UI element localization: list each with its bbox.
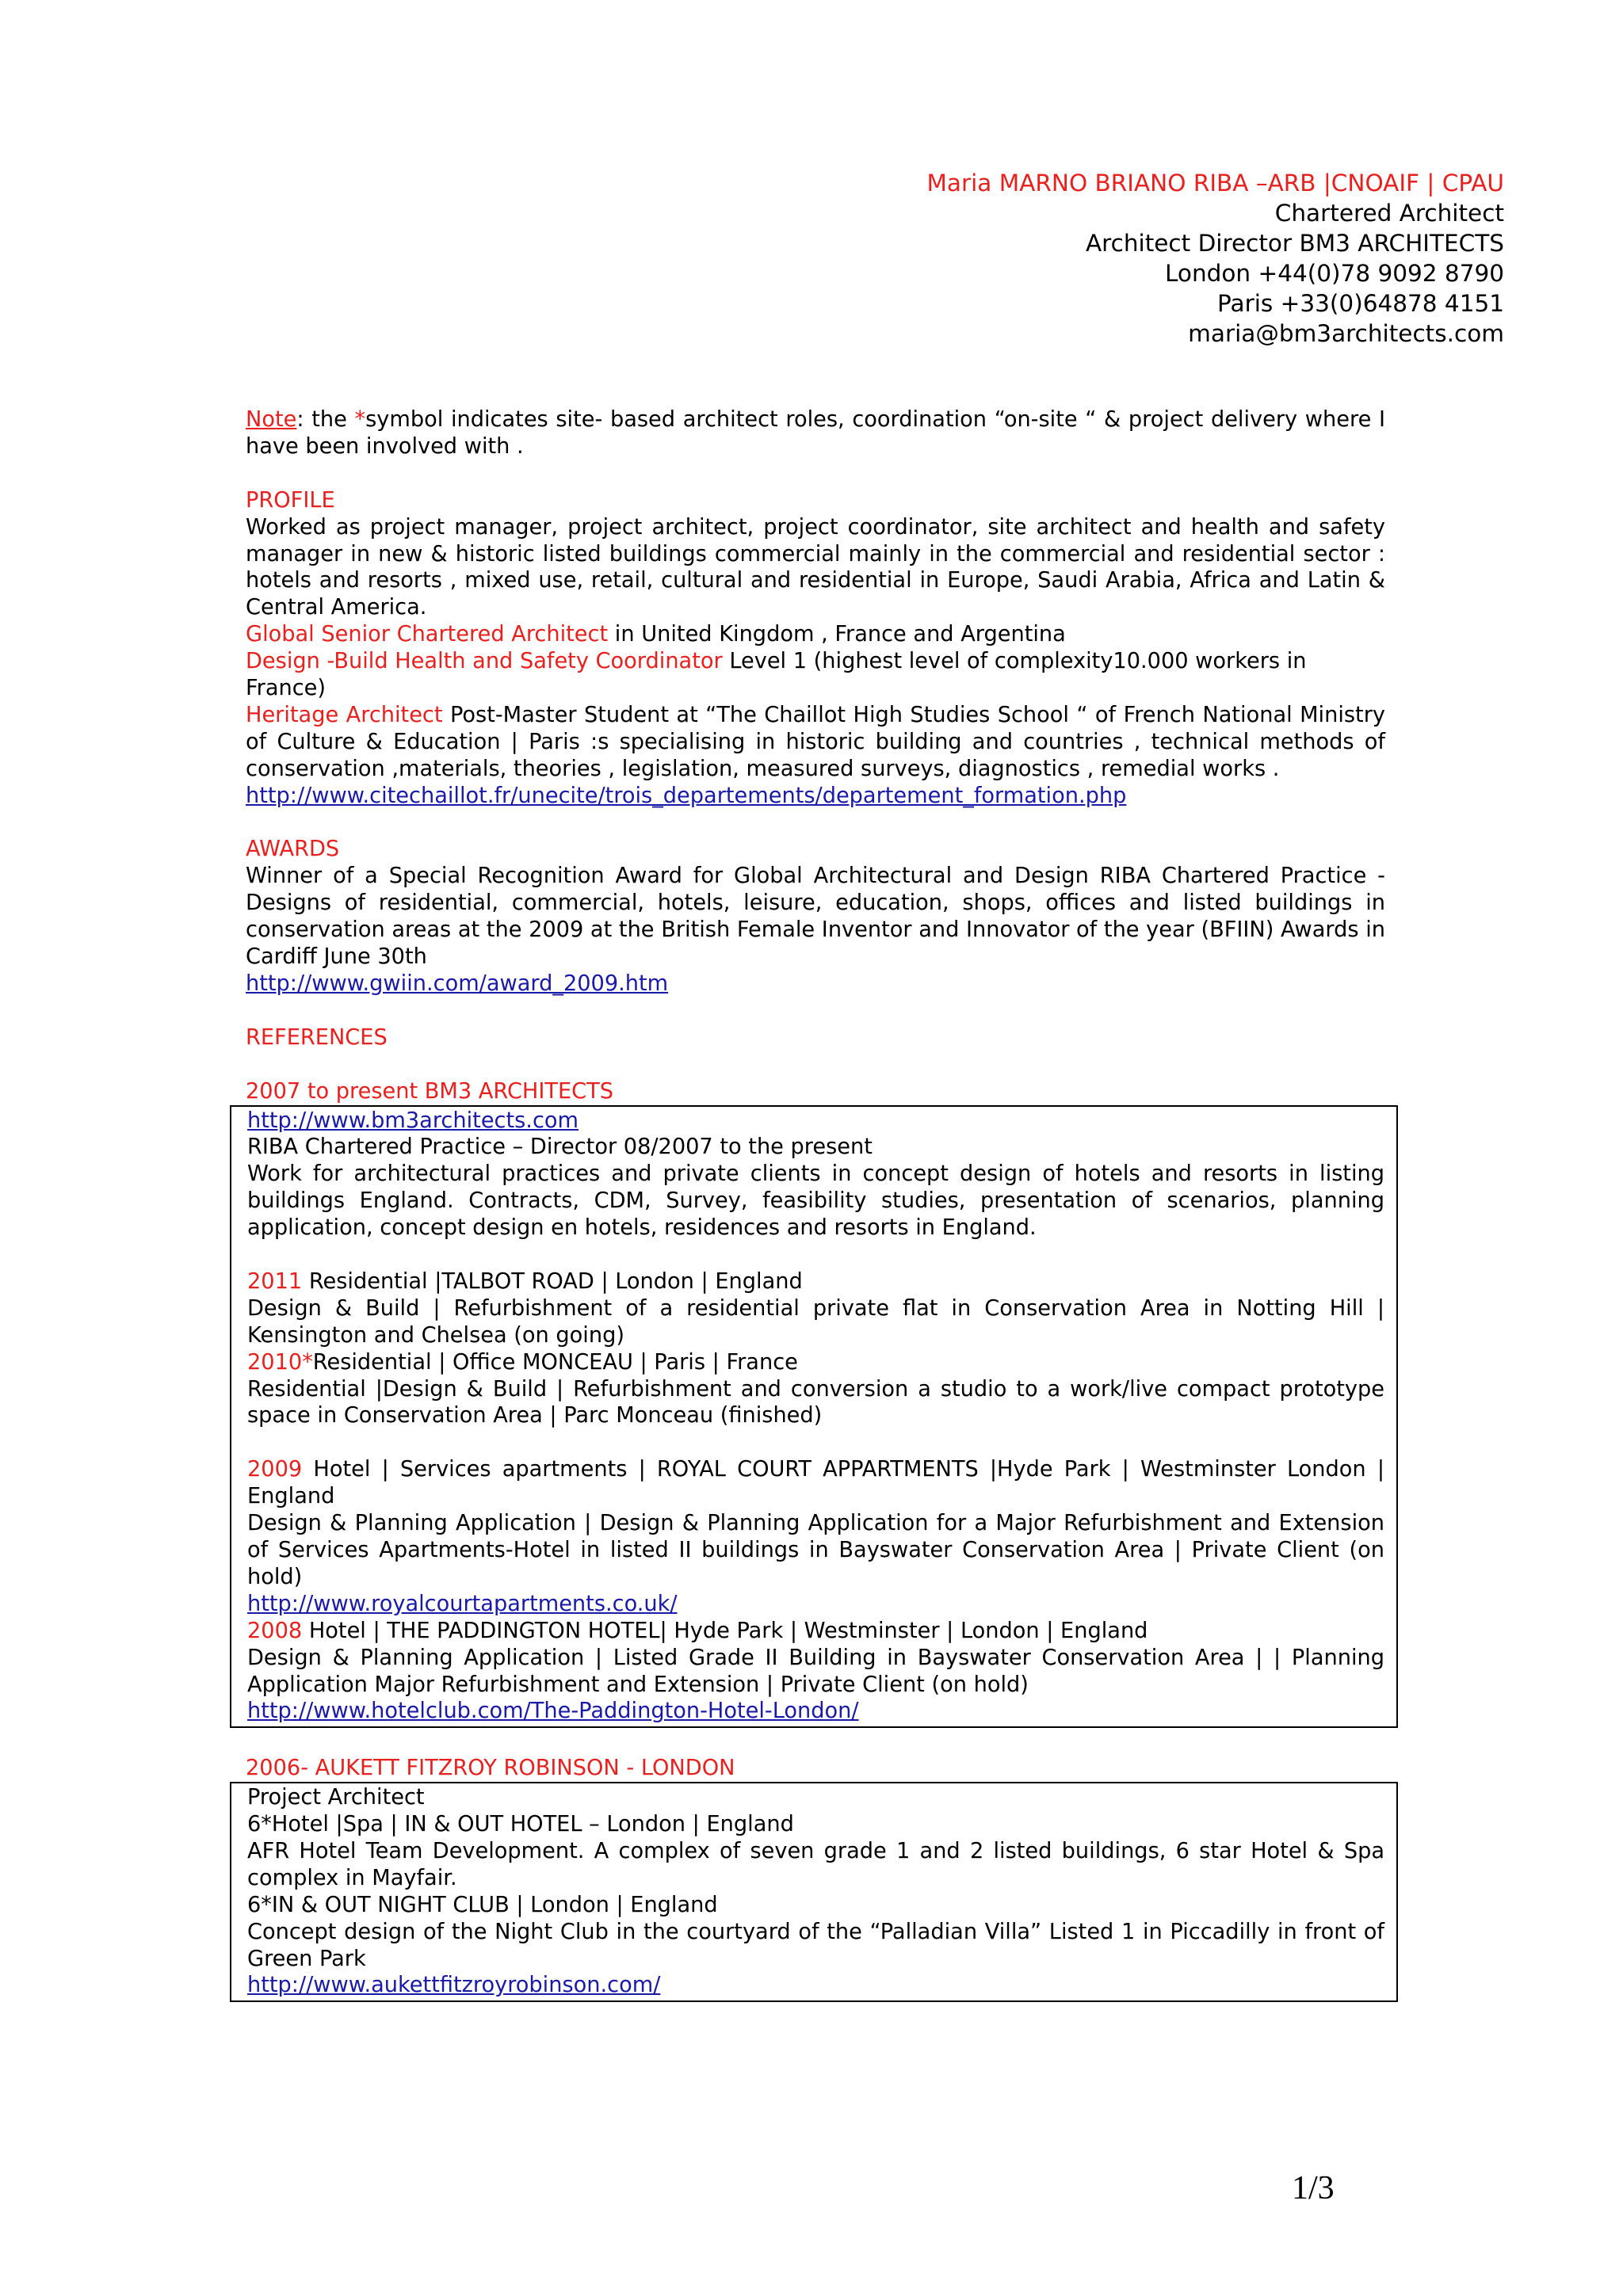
afr-link[interactable]: http://www.aukettfitzroyrobinson.com/ bbox=[247, 1973, 661, 1998]
note-label: Note bbox=[246, 407, 297, 432]
project-2009-desc: Design & Planning Application | Design & Planning Application for a Major Refurbishment and Extension of Services Apartments-Hotel in listed II buildings in Bayswater Conservation Area | Private Client (on hold) bbox=[247, 1511, 1384, 1589]
awards-heading: AWARDS bbox=[246, 837, 340, 862]
afr-role: Project Architect bbox=[247, 1785, 425, 1810]
afr-heading: 2006- AUKETT FITZROY ROBINSON - LONDON bbox=[246, 1756, 735, 1781]
document-body bbox=[246, 406, 1385, 2002]
bm3-description: Work for architectural practices and private clients in concept design of hotels and resorts in listing buildings England. Contracts, CDM, Survey, feasibility studies, presentation of scenarios, planning application, concept design en hotels, residences and resorts in England. bbox=[247, 1161, 1384, 1241]
contact-header bbox=[926, 168, 1504, 349]
chaillot-link[interactable]: http://www.citechaillot.fr/unecite/trois_departements/departement_formation.php bbox=[246, 783, 1127, 808]
profile-heading: PROFILE bbox=[246, 487, 335, 513]
project-2011-title: 2011 Residential |TALBOT ROAD | London | England bbox=[247, 1268, 803, 1294]
project-2010-desc: Residential |Design & Build | Refurbishment and conversion a studio to a work/live compact prototype space in Conservation Area | Parc Monceau (finished) bbox=[247, 1376, 1384, 1428]
star-symbol: * bbox=[354, 407, 366, 432]
bm3-role: RIBA Chartered Practice – Director 08/2007 to the present bbox=[247, 1135, 873, 1160]
profile-role-3: Heritage Architect Post-Master Student at “The Chaillot High Studies School “ of French National Ministry of Culture & Education | Paris :s specialising in historic building and countries , technical methods of conservation ,materials, theories , legislation, measured surveys, diagnostics , remedial works . bbox=[246, 702, 1385, 781]
paris-phone: Paris +33(0)64878 4151 bbox=[1217, 290, 1504, 317]
profile-role-1: Global Senior Chartered Architect in United Kingdom , France and Argentina bbox=[246, 622, 1066, 647]
afr-project-1-desc: AFR Hotel Team Development. A complex of seven grade 1 and 2 listed buildings, 6 star Hotel & Spa complex in Mayfair. bbox=[247, 1838, 1384, 1890]
afr-box bbox=[230, 1782, 1398, 2002]
london-phone: London +44(0)78 9092 8790 bbox=[1165, 260, 1504, 287]
afr-project-2-title: 6*IN & OUT NIGHT CLUB | London | England bbox=[247, 1892, 718, 1917]
bm3-heading: 2007 to present BM3 ARCHITECTS bbox=[246, 1078, 614, 1104]
author-position: Architect Director BM3 ARCHITECTS bbox=[1085, 230, 1504, 257]
author-name: Maria MARNO BRIANO RIBA –ARB |CNOAIF | CPAU bbox=[926, 170, 1504, 196]
project-2009-title: 2009 Hotel | Services apartments | ROYAL COURT APPARTMENTS |Hyde Park | Westminster London | England bbox=[247, 1457, 1384, 1509]
references-heading: REFERENCES bbox=[246, 1024, 388, 1050]
royalcourt-link[interactable]: http://www.royalcourtapartments.co.uk/ bbox=[247, 1591, 678, 1616]
afr-project-1-title: 6*Hotel |Spa | IN & OUT HOTEL – London | England bbox=[247, 1812, 794, 1837]
bm3-box bbox=[230, 1105, 1398, 1729]
profile-intro: Worked as project manager, project architect, project coordinator, site architect and health and safety manager in new & historic listed buildings commercial mainly in the commercial and residential sector : hotels and resorts , mixed use, retail, cultural and residential in Europe, Saudi Arabia, Africa and Latin & Central America. bbox=[246, 514, 1385, 620]
project-2011-desc: Design & Build | Refurbishment of a residential private flat in Conservation Area in Notting Hill | Kensington and Chelsea (on going) bbox=[247, 1295, 1384, 1348]
email-address[interactable]: maria@bm3architects.com bbox=[1188, 320, 1504, 347]
project-2008-title: 2008 Hotel | THE PADDINGTON HOTEL| Hyde Park | Westminster | London | England bbox=[247, 1618, 1148, 1643]
awards-text: Winner of a Special Recognition Award for Global Architectural and Design RIBA Chartered Practice - Designs of residential, commercial, hotels, leisure, education, shops, offices and listed buildings in conservation areas at the 2009 at the British Female Inventor and Innovator of the year (BFIIN) Awards in Cardiff June 30th bbox=[246, 864, 1385, 970]
project-2010-title: 2010*Residential | Office MONCEAU | Paris | France bbox=[247, 1349, 798, 1375]
note-paragraph: Note: the *symbol indicates site- based architect roles, coordination “on-site “ & project delivery where I have been involved with . bbox=[246, 407, 1385, 459]
afr-project-2-desc: Concept design of the Night Club in the courtyard of the “Palladian Villa” Listed 1 in Piccadilly in front of Green Park bbox=[247, 1919, 1384, 1971]
author-title: Chartered Architect bbox=[1274, 200, 1504, 227]
profile-role-2: Design -Build Health and Safety Coordinator Level 1 (highest level of complexity10.000 workers in France) bbox=[246, 649, 1307, 701]
project-2008-desc: Design & Planning Application | Listed Grade II Building in Bayswater Conservation Area | | Planning Application Major Refurbishment and Extension | Private Client (on hold) bbox=[247, 1645, 1384, 1697]
gwiin-link[interactable]: http://www.gwiin.com/award_2009.htm bbox=[246, 971, 669, 996]
bm3-link[interactable]: http://www.bm3architects.com bbox=[247, 1108, 579, 1133]
page-number: 1/3 bbox=[1292, 2170, 1335, 2206]
hotelclub-link[interactable]: http://www.hotelclub.com/The-Paddington-Hotel-London/ bbox=[247, 1699, 859, 1724]
